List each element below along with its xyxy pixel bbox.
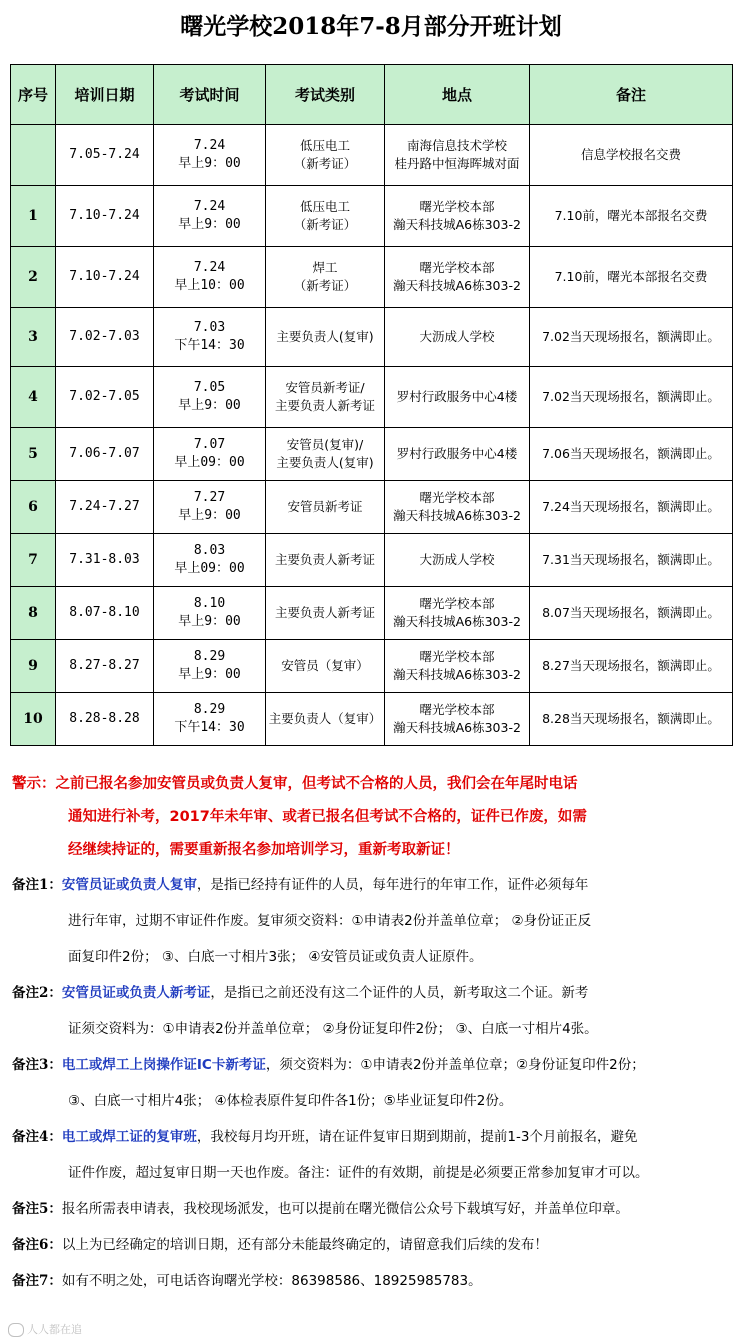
cell-exam-category-line: （新考证） (293, 156, 357, 171)
cell-exam-time-line: 8.10 (193, 596, 226, 611)
cell-exam-time (154, 693, 266, 746)
cell-remark: 7.10前，曙光本部报名交费 (530, 247, 733, 308)
cell-location-line: 曙光学校本部 (419, 260, 495, 275)
cell-remark: 7.31当天现场报名，额满即止。 (530, 534, 733, 587)
cell-location-line: 南海信息技术学校 (406, 138, 507, 153)
cell-location-line: 曙光学校本部 (419, 490, 495, 505)
cell-seq: 10 (11, 693, 56, 746)
cell-exam-time-line: 7.24 (193, 199, 226, 214)
cell-remark: 7.02当天现场报名，额满即止。 (530, 367, 733, 428)
cell-exam-category (266, 125, 385, 186)
cell-exam-time-line: 早上9：00 (178, 667, 241, 682)
cell-exam-time-line: 早上9：00 (178, 614, 241, 629)
header-train-date: 培训日期 (56, 65, 154, 125)
cell-location-line: 曙光学校本部 (419, 702, 495, 717)
cell-location-line: 曙光学校本部 (419, 649, 495, 664)
cell-location-line: 瀚天科技城A6栋303-2 (393, 217, 521, 232)
cell-exam-category (266, 367, 385, 428)
cell-location (385, 534, 530, 587)
cell-seq (11, 125, 56, 186)
note-1 (12, 867, 732, 975)
note-text: ，我校每月均开班，请在证件复审日期到期前，提前1-3个月前报名，避免 (196, 1129, 638, 1145)
note-3 (12, 1047, 732, 1119)
cell-location-line: 曙光学校本部 (419, 199, 495, 214)
table-row (11, 247, 733, 308)
cell-remark: 7.24当天现场报名，额满即止。 (530, 481, 733, 534)
cell-exam-time-line: 早上9：00 (178, 508, 241, 523)
cell-exam-time (154, 367, 266, 428)
notes-section (12, 768, 732, 1299)
cell-exam-time-line: 早上10：00 (174, 278, 245, 293)
cell-train-date: 7.24-7.27 (56, 481, 154, 534)
header-location: 地点 (385, 65, 530, 125)
table-row (11, 367, 733, 428)
cell-train-date: 7.10-7.24 (56, 186, 154, 247)
note-text: 进行年审，过期不审证件作废。复审须交资料：①申请表2份并盖单位章； ②身份证正反 (68, 913, 592, 929)
note-text: 报名所需表申请表，我校现场派发，也可以提前在曙光微信公众号下载填写好，并盖单位印章。 (61, 1201, 629, 1217)
cell-exam-time (154, 428, 266, 481)
cell-exam-category-line: 主要负责人(复审) (276, 329, 374, 344)
warning-block (12, 768, 732, 867)
cell-train-date: 7.02-7.03 (56, 308, 154, 367)
cell-seq: 9 (11, 640, 56, 693)
note-6 (12, 1227, 732, 1263)
cell-exam-category (266, 534, 385, 587)
note-2 (12, 975, 732, 1047)
cell-exam-category-line: （新考证） (293, 278, 357, 293)
cell-train-date: 8.07-8.10 (56, 587, 154, 640)
cell-exam-category (266, 247, 385, 308)
warning-line: 警示：之前已报名参加安管员或负责人复审，但考试不合格的人员，我们会在年尾时电话 (12, 776, 578, 792)
cell-exam-time-line: 下午14：30 (174, 338, 245, 353)
cell-location-line: 瀚天科技城A6栋303-2 (393, 667, 521, 682)
cell-exam-category-line: 安管员(复审)/ (286, 437, 364, 452)
cell-seq: 5 (11, 428, 56, 481)
page-title: 曙光学校2018年7-8月部分开班计划 (180, 12, 562, 40)
note-label: 备注7： (12, 1273, 62, 1289)
cell-remark: 8.07当天现场报名，额满即止。 (530, 587, 733, 640)
cell-exam-time-line: 7.24 (193, 260, 226, 275)
note-label: 备注3： (12, 1057, 62, 1073)
cell-remark: 8.28当天现场报名，额满即止。 (530, 693, 733, 746)
cell-location (385, 587, 530, 640)
cell-location (385, 125, 530, 186)
cell-remark: 7.02当天现场报名，额满即止。 (530, 308, 733, 367)
note-text: 证件作废，超过复审日期一天也作废。备注：证件的有效期，前提是必须要正常参加复审才可以。 (68, 1165, 649, 1181)
cell-location (385, 367, 530, 428)
table-row (11, 640, 733, 693)
cell-exam-category-line: 低压电工 (299, 138, 350, 153)
cell-exam-time-line: 8.29 (193, 649, 226, 664)
warning-line: 通知进行补考，2017年未年审、或者已报名但考试不合格的，证件已作废，如需 (68, 809, 587, 825)
cell-exam-category (266, 481, 385, 534)
cell-seq: 2 (11, 247, 56, 308)
note-text: 证须交资料为：①申请表2份并盖单位章； ②身份证复印件2份； ③、白底一寸相片4张。 (68, 1021, 598, 1037)
note-text: ③、白底一寸相片4张； ④体检表原件复印件各1份；⑤毕业证复印件2份。 (68, 1093, 513, 1109)
table-row (11, 481, 733, 534)
cell-location-line: 瀚天科技城A6栋303-2 (393, 720, 521, 735)
note-highlight: 安管员证或负责人新考证 (61, 985, 211, 1001)
cell-location-line: 瀚天科技城A6栋303-2 (393, 278, 521, 293)
cell-exam-category (266, 186, 385, 247)
warning-line: 经继续持证的，需要重新报名参加培训学习，重新考取新证！ (68, 842, 460, 858)
note-text: 以上为已经确定的培训日期，还有部分未能最终确定的，请留意我们后续的发布！ (61, 1237, 548, 1253)
cell-exam-category-line: 主要负责人新考证 (274, 398, 375, 413)
cell-exam-category-line: 焊工 (312, 260, 338, 275)
cell-exam-category (266, 640, 385, 693)
watermark-text: 人人都在追 (27, 1323, 82, 1336)
note-highlight: 电工或焊工上岗操作证IC卡新考证 (61, 1057, 266, 1073)
cell-location-line: 大沥成人学校 (419, 552, 495, 567)
table-row (11, 428, 733, 481)
header-exam-category: 考试类别 (266, 65, 385, 125)
header-exam-time: 考试时间 (154, 65, 266, 125)
table-row (11, 125, 733, 186)
cell-exam-time-line: 7.24 (193, 138, 226, 153)
cell-exam-category (266, 587, 385, 640)
note-text: ，是指已之前还没有这二个证件的人员，新考取这二个证。新考 (210, 985, 589, 1001)
cell-exam-time-line: 7.27 (193, 490, 226, 505)
cell-exam-time (154, 640, 266, 693)
cell-exam-time-line: 7.05 (193, 380, 226, 395)
cell-exam-category (266, 693, 385, 746)
cell-seq: 4 (11, 367, 56, 428)
cell-exam-time-line: 早上09：00 (174, 455, 245, 470)
cell-location-line: 大沥成人学校 (419, 329, 495, 344)
note-text: ，是指已经持有证件的人员，每年进行的年审工作，证件必须每年 (196, 877, 589, 893)
cell-exam-time (154, 247, 266, 308)
cell-seq: 8 (11, 587, 56, 640)
cell-remark: 信息学校报名交费 (530, 125, 733, 186)
cell-location-line: 罗村行政服务中心4楼 (396, 389, 518, 404)
cell-exam-time-line: 早上9：00 (178, 156, 241, 171)
note-text: ，须交资料为：①申请表2份并盖单位章；②身份证复印件2份； (265, 1057, 645, 1073)
cell-location (385, 693, 530, 746)
cell-exam-time-line: 7.03 (193, 320, 226, 335)
note-label: 备注2： (12, 985, 62, 1001)
cell-location-line: 桂丹路中恒海晖城对面 (394, 156, 520, 171)
note-text: 面复印件2份； ③、白底一寸相片3张； ④安管员证或负责人证原件。 (68, 949, 483, 965)
cell-location (385, 428, 530, 481)
header-seq: 序号 (11, 65, 56, 125)
cell-seq: 3 (11, 308, 56, 367)
cell-seq: 7 (11, 534, 56, 587)
table-row (11, 587, 733, 640)
cell-exam-category-line: 安管员新考证 (287, 499, 363, 514)
cell-exam-category-line: 主要负责人（复审） (268, 711, 382, 726)
cell-exam-time-line: 早上09：00 (174, 561, 245, 576)
cell-train-date: 8.27-8.27 (56, 640, 154, 693)
cell-exam-time-line: 8.29 (193, 702, 226, 717)
cell-seq: 1 (11, 186, 56, 247)
cell-exam-time (154, 587, 266, 640)
schedule-table (10, 64, 733, 746)
cell-train-date: 8.28-8.28 (56, 693, 154, 746)
cell-exam-category (266, 308, 385, 367)
cell-location (385, 186, 530, 247)
cell-remark: 7.06当天现场报名，额满即止。 (530, 428, 733, 481)
note-highlight: 安管员证或负责人复审 (61, 877, 197, 893)
cell-exam-category-line: 低压电工 (299, 199, 350, 214)
cell-exam-time-line: 8.03 (193, 543, 226, 558)
cell-exam-time-line: 早上9：00 (178, 217, 241, 232)
watermark (8, 1321, 82, 1337)
cell-seq: 6 (11, 481, 56, 534)
cell-exam-time-line: 早上9：00 (178, 398, 241, 413)
table-row (11, 534, 733, 587)
cell-exam-category-line: 主要负责人新考证 (274, 552, 375, 567)
cell-exam-category-line: （新考证） (293, 217, 357, 232)
watermark-icon (8, 1323, 24, 1337)
note-label: 备注6： (12, 1237, 62, 1253)
note-label: 备注4： (12, 1129, 62, 1145)
header-remark: 备注 (530, 65, 733, 125)
cell-exam-category-line: 安管员新考证/ (285, 380, 365, 395)
table-row (11, 693, 733, 746)
note-label: 备注1： (12, 877, 62, 893)
table-row (11, 186, 733, 247)
cell-remark: 7.10前，曙光本部报名交费 (530, 186, 733, 247)
cell-train-date: 7.02-7.05 (56, 367, 154, 428)
cell-location (385, 481, 530, 534)
cell-location (385, 247, 530, 308)
cell-exam-time (154, 186, 266, 247)
cell-location (385, 308, 530, 367)
note-highlight: 电工或焊工证的复审班 (61, 1129, 197, 1145)
note-label: 备注5： (12, 1201, 62, 1217)
cell-exam-category-line: 主要负责人新考证 (274, 605, 375, 620)
cell-exam-time (154, 534, 266, 587)
cell-location (385, 640, 530, 693)
cell-exam-category (266, 428, 385, 481)
cell-train-date: 7.06-7.07 (56, 428, 154, 481)
note-7 (12, 1263, 732, 1299)
cell-train-date: 7.10-7.24 (56, 247, 154, 308)
cell-exam-category-line: 主要负责人(复审) (276, 455, 374, 470)
cell-exam-time (154, 125, 266, 186)
cell-remark: 8.27当天现场报名，额满即止。 (530, 640, 733, 693)
table-body (11, 125, 733, 746)
cell-location-line: 曙光学校本部 (419, 596, 495, 611)
cell-exam-time (154, 481, 266, 534)
cell-location-line: 罗村行政服务中心4楼 (396, 446, 518, 461)
cell-exam-category-line: 安管员（复审） (281, 658, 369, 673)
table-row (11, 308, 733, 367)
note-text: 如有不明之处，可电话咨询曙光学校：86398586、18925985783。 (61, 1273, 482, 1289)
note-4 (12, 1119, 732, 1191)
cell-train-date: 7.05-7.24 (56, 125, 154, 186)
cell-exam-time (154, 308, 266, 367)
cell-location-line: 瀚天科技城A6栋303-2 (393, 614, 521, 629)
cell-exam-time-line: 下午14：30 (174, 720, 245, 735)
cell-train-date: 7.31-8.03 (56, 534, 154, 587)
note-5 (12, 1191, 732, 1227)
table-header-row (11, 65, 733, 125)
cell-exam-time-line: 7.07 (193, 437, 226, 452)
cell-location-line: 瀚天科技城A6栋303-2 (393, 508, 521, 523)
